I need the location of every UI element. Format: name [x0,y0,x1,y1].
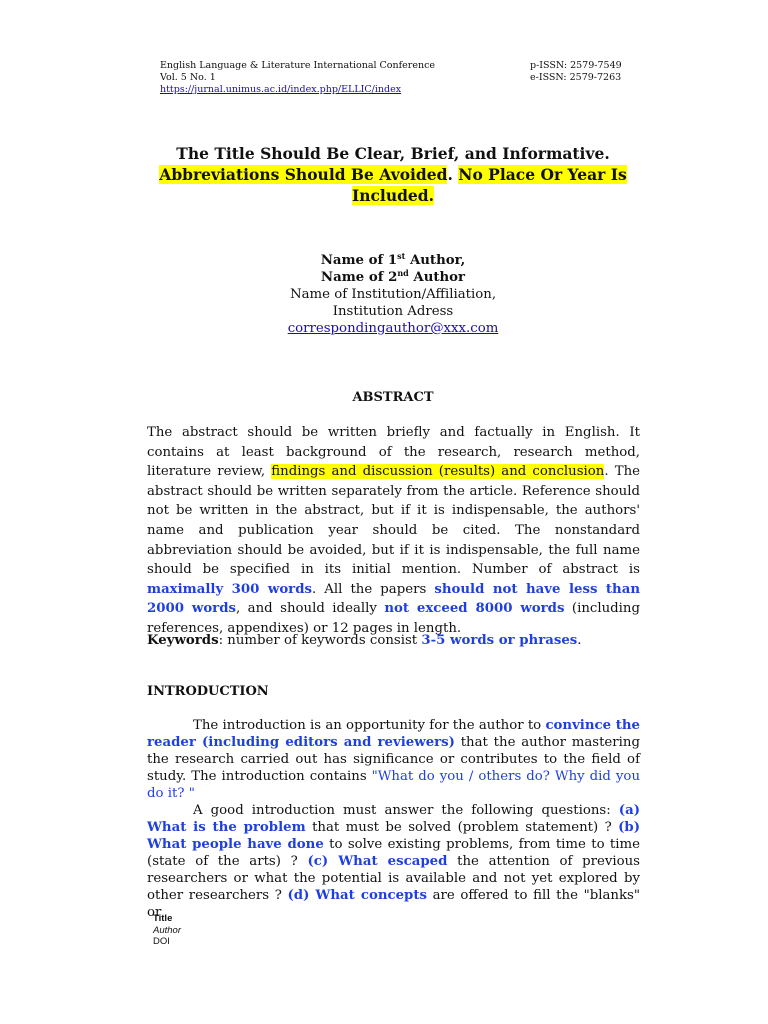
keywords-line: Keywords: number of keywords consist 3-5 words or phrases. [147,633,582,648]
title-highlight-place-year: No Place Or Year Is Included. [351,165,627,205]
institution: Name of Institution/Affiliation, [289,287,497,302]
footer-author: Author [153,924,181,936]
introduction-paragraph-2: A good introduction must answer the following questions: (a) What is the problem that must be solved (problem statement) ? (b) What people have done to solve existing problems, from time to time (state of the arts) ? (c) What escaped the attention of previous researchers or what the potential is available and not yet explored by other researchers ? (d) What concepts are offered to fill the "blanks" or [147,803,641,920]
abstract-max-words: maximally 300 words [147,581,312,597]
p-issn: p-ISSN: 2579-7549 [530,60,622,71]
institution-address: Institution Adress [332,304,454,319]
introduction-paragraph-1: The introduction is an opportunity for the author to convince the reader (including editors and reviewers) that the author mastering the research carried out has significance or contributes to the field of study. The introduction contains "What do you / others do? Why did you do it? " [147,718,641,801]
volume-number: Vol. 5 No. 1 [160,72,216,83]
keywords-label: Keywords [147,633,219,648]
author-block [150,252,636,337]
corresponding-email-link[interactable]: correspondingauthor@xxx.com [287,321,499,336]
footer-doi: DOI [153,936,170,947]
footer-title: Title [153,913,173,924]
introduction-heading: INTRODUCTION [147,684,269,699]
introduction-body [147,717,640,921]
paper-title [150,143,636,206]
title-period: . [447,165,453,184]
first-author: Name of 1st Author, [320,251,466,268]
title-highlight-abbreviations: Abbreviations Should Be Avoided [159,165,448,184]
title-line-1: The Title Should Be Clear, Brief, and Informative. [176,144,610,163]
abstract-max-paper-words: not exceed 8000 words [384,601,565,617]
abstract-highlight: findings and discussion (results) and conclusion [271,464,605,480]
abstract-heading: ABSTRACT [352,390,434,405]
running-header-left [160,60,435,96]
page-footer [153,913,181,948]
abstract-min-words: should not have less than 2000 words [147,581,640,617]
second-author: Name of 2nd Author [320,268,466,285]
conference-name: English Language & Literature International Conference [160,60,436,71]
e-issn: e-ISSN: 2579-7263 [530,72,622,83]
abstract-body: The abstract should be written briefly and factually in English. It contains at least background of the research, research method, literature review, findings and discussion (results) and conclusion. The abstract should be written separately from the article. Reference should not be written in the abstract, but if it is indispensable, the authors' name and publication year should be cited. The nonstandard abbreviation should be avoided, but if it is indispensable, the full name should be specified in its initial mention. Number of abstract is maximally 300 words. All the papers should not have less than 2000 words, and should ideally not exceed 8000 words (including references, appendixes) or 12 pages in length. [147,425,641,636]
running-header-right [530,60,622,84]
journal-url-link[interactable]: https://jurnal.unimus.ac.id/index.php/ELLIC/index [160,84,402,95]
keywords-count: 3-5 words or phrases [421,633,578,648]
